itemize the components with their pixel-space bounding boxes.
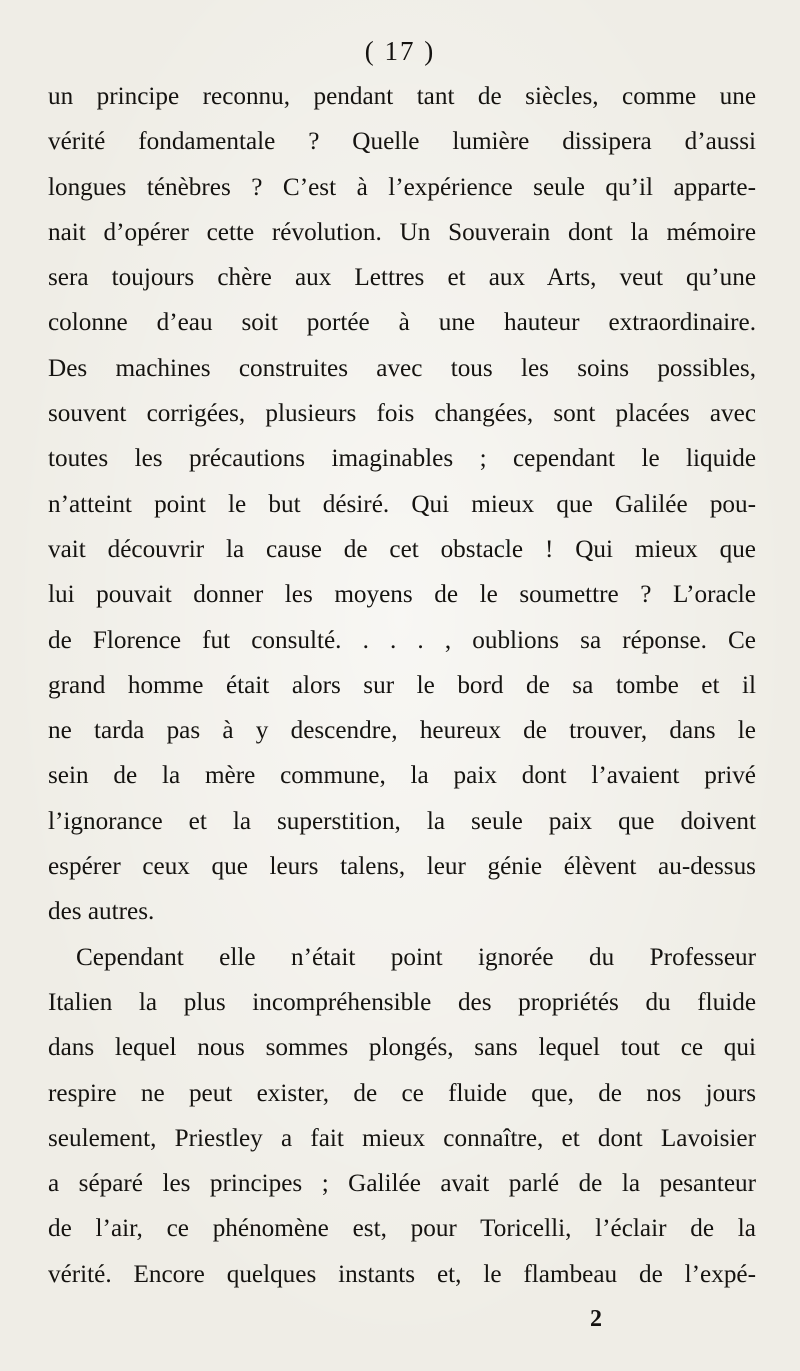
paragraph-1 xyxy=(48,74,756,935)
text-line: Des machines construites avec tous les soins possibles, xyxy=(48,354,756,382)
text-line: de Florence fut consulté. . . . , oublions sa réponse. Ce xyxy=(48,626,756,654)
text-line: Italien la plus incompréhensible des propriétés du fluide xyxy=(48,988,756,1016)
paragraph-2 xyxy=(48,935,756,1297)
text-line: dans lequel nous sommes plongés, sans lequel tout ce qui xyxy=(48,1034,756,1062)
text-line: a séparé les principes ; Galilée avait parlé de la pesanteur xyxy=(48,1170,756,1198)
text-line: espérer ceux que leurs talens, leur génie élèvent au-dessus xyxy=(48,853,756,881)
text-line: vérité fondamentale ? Quelle lumière dissipera d’aussi xyxy=(48,128,756,156)
text-line: colonne d’eau soit portée à une hauteur extraordinaire. xyxy=(48,309,756,337)
text-line: des autres. xyxy=(48,898,155,926)
text-line: vait découvrir la cause de cet obstacle ! Qui mieux que xyxy=(48,535,756,563)
text-line: sein de la mère commune, la paix dont l’avaient privé xyxy=(48,762,756,790)
text-line: grand homme était alors sur le bord de sa tombe et il xyxy=(48,671,756,699)
text-line: toutes les précautions imaginables ; cependant le liquide xyxy=(48,445,756,473)
text-line: Cependant elle n’était point ignorée du Professeur xyxy=(76,943,756,971)
text-line: n’atteint point le but désiré. Qui mieux que Galilée pou- xyxy=(48,490,756,518)
text-line: un principe reconnu, pendant tant de siècles, comme une xyxy=(48,83,756,110)
text-line: ne tarda pas à y descendre, heureux de trouver, dans le xyxy=(48,717,756,745)
signature-mark: 2 xyxy=(590,1306,602,1332)
text-line: souvent corrigées, plusieurs fois changées, sont placées avec xyxy=(48,400,756,428)
text-line: seulement, Priestley a fait mieux connaître, et dont Lavoisier xyxy=(48,1124,756,1152)
text-line: de l’air, ce phénomène est, pour Toricelli, l’éclair de la xyxy=(48,1215,756,1243)
text-line: respire ne peut exister, de ce fluide que, de nos jours xyxy=(48,1079,756,1107)
text-line: longues ténèbres ? C’est à l’expérience seule qu’il apparte- xyxy=(48,173,756,201)
text-line: vérité. Encore quelques instants et, le flambeau de l’expé- xyxy=(48,1260,756,1288)
text-line: lui pouvait donner les moyens de le soumettre ? L’oracle xyxy=(48,581,756,609)
text-line: sera toujours chère aux Lettres et aux Arts, veut qu’une xyxy=(48,264,756,292)
text-line: l’ignorance et la superstition, la seule paix que doivent xyxy=(48,807,756,835)
page-number: ( 17 ) xyxy=(364,36,436,66)
text-block xyxy=(48,74,756,1297)
text-line: nait d’opérer cette révolution. Un Souverain dont la mémoire xyxy=(48,218,756,246)
